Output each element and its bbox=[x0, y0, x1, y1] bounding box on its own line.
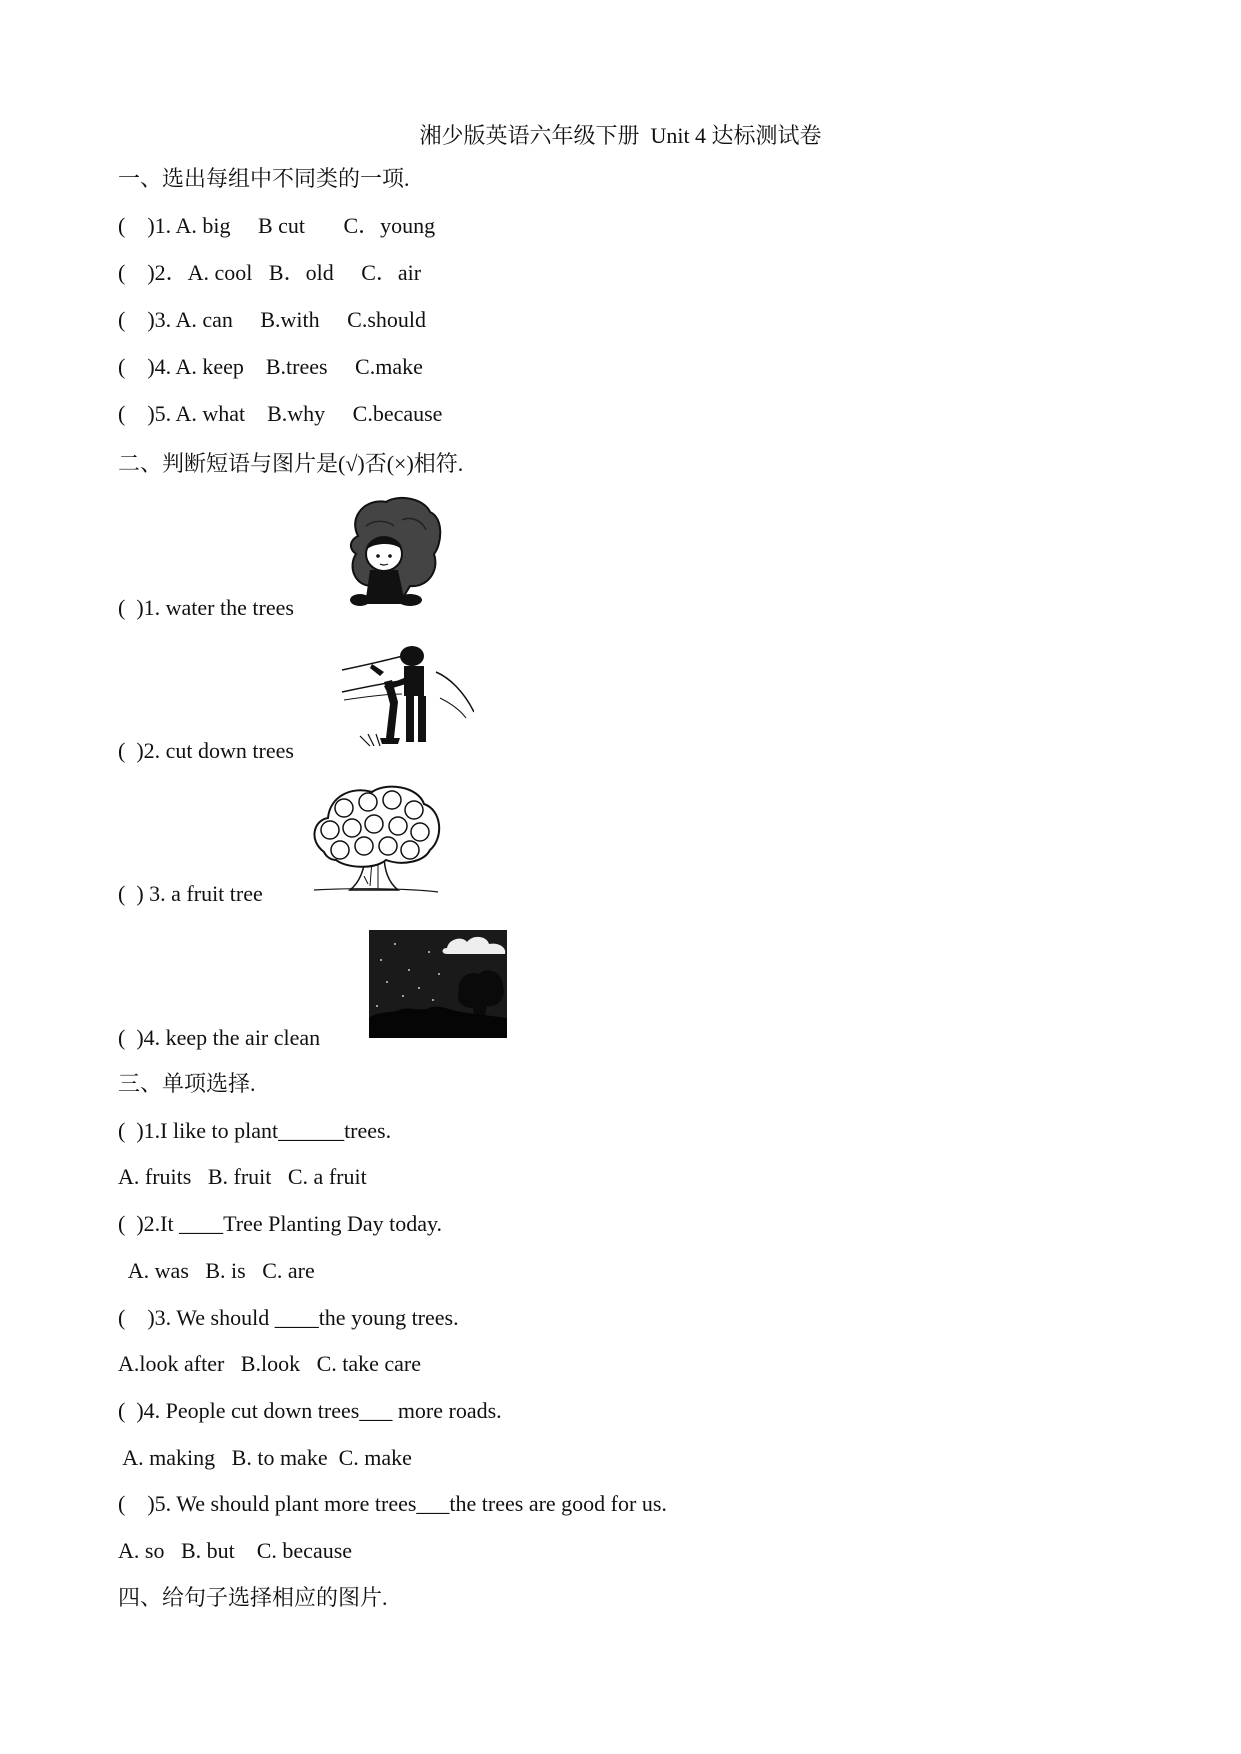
section1-heading: 一、选出每组中不同类的一项. bbox=[118, 166, 410, 191]
man-cutting-tree-picture bbox=[340, 642, 474, 748]
section1-item-5: ( )5. A. what B.why C.because bbox=[118, 401, 443, 426]
section2-item-2: ( )2. cut down trees bbox=[118, 738, 294, 763]
page-title: 湘少版英语六年级下册 Unit 4 达标测试卷 bbox=[419, 123, 822, 148]
section3-question-4: ( )4. People cut down trees___ more roads. bbox=[118, 1398, 502, 1423]
section3-question-5: ( )5. We should plant more trees___the trees are good for us. bbox=[118, 1491, 667, 1516]
apple-tree-picture bbox=[306, 780, 446, 900]
section3-question-3: ( )3. We should ____the young trees. bbox=[118, 1305, 459, 1330]
section3-options-5: A. so B. but C. because bbox=[118, 1538, 353, 1563]
section3-question-1: ( )1.I like to plant______trees. bbox=[118, 1118, 392, 1143]
section4-heading: 四、给句子选择相应的图片. bbox=[118, 1585, 388, 1610]
section1-item-1: ( )1. A. big B cut C．young bbox=[118, 213, 436, 238]
section2-item-4: ( )4. keep the air clean bbox=[118, 1025, 321, 1050]
section2-heading: 二、判断短语与图片是(√)否(×)相符. bbox=[118, 451, 464, 476]
section3-heading: 三、单项选择. bbox=[118, 1071, 256, 1096]
section2-item-1: ( )1. water the trees bbox=[118, 595, 294, 620]
night-sky-trees-picture bbox=[369, 930, 507, 1038]
section2-item-3: ( ) 3. a fruit tree bbox=[118, 881, 263, 906]
section1-item-3: ( )3. A. can B.with C.should bbox=[118, 307, 426, 332]
section1-item-4: ( )4. A. keep B.trees C.make bbox=[118, 354, 423, 379]
section3-options-1: A. fruits B. fruit C. a fruit bbox=[118, 1164, 367, 1189]
section3-options-4: A. making B. to make C. make bbox=[118, 1445, 412, 1470]
section1-item-2: ( )2．A. cool B．old C．air bbox=[118, 260, 422, 285]
section3-options-3: A.look after B.look C. take care bbox=[118, 1351, 422, 1376]
section3-options-2: A. was B. is C. are bbox=[118, 1258, 315, 1283]
boy-sitting-under-tree-picture bbox=[346, 496, 442, 614]
section3-question-2: ( )2.It ____Tree Planting Day today. bbox=[118, 1211, 443, 1236]
